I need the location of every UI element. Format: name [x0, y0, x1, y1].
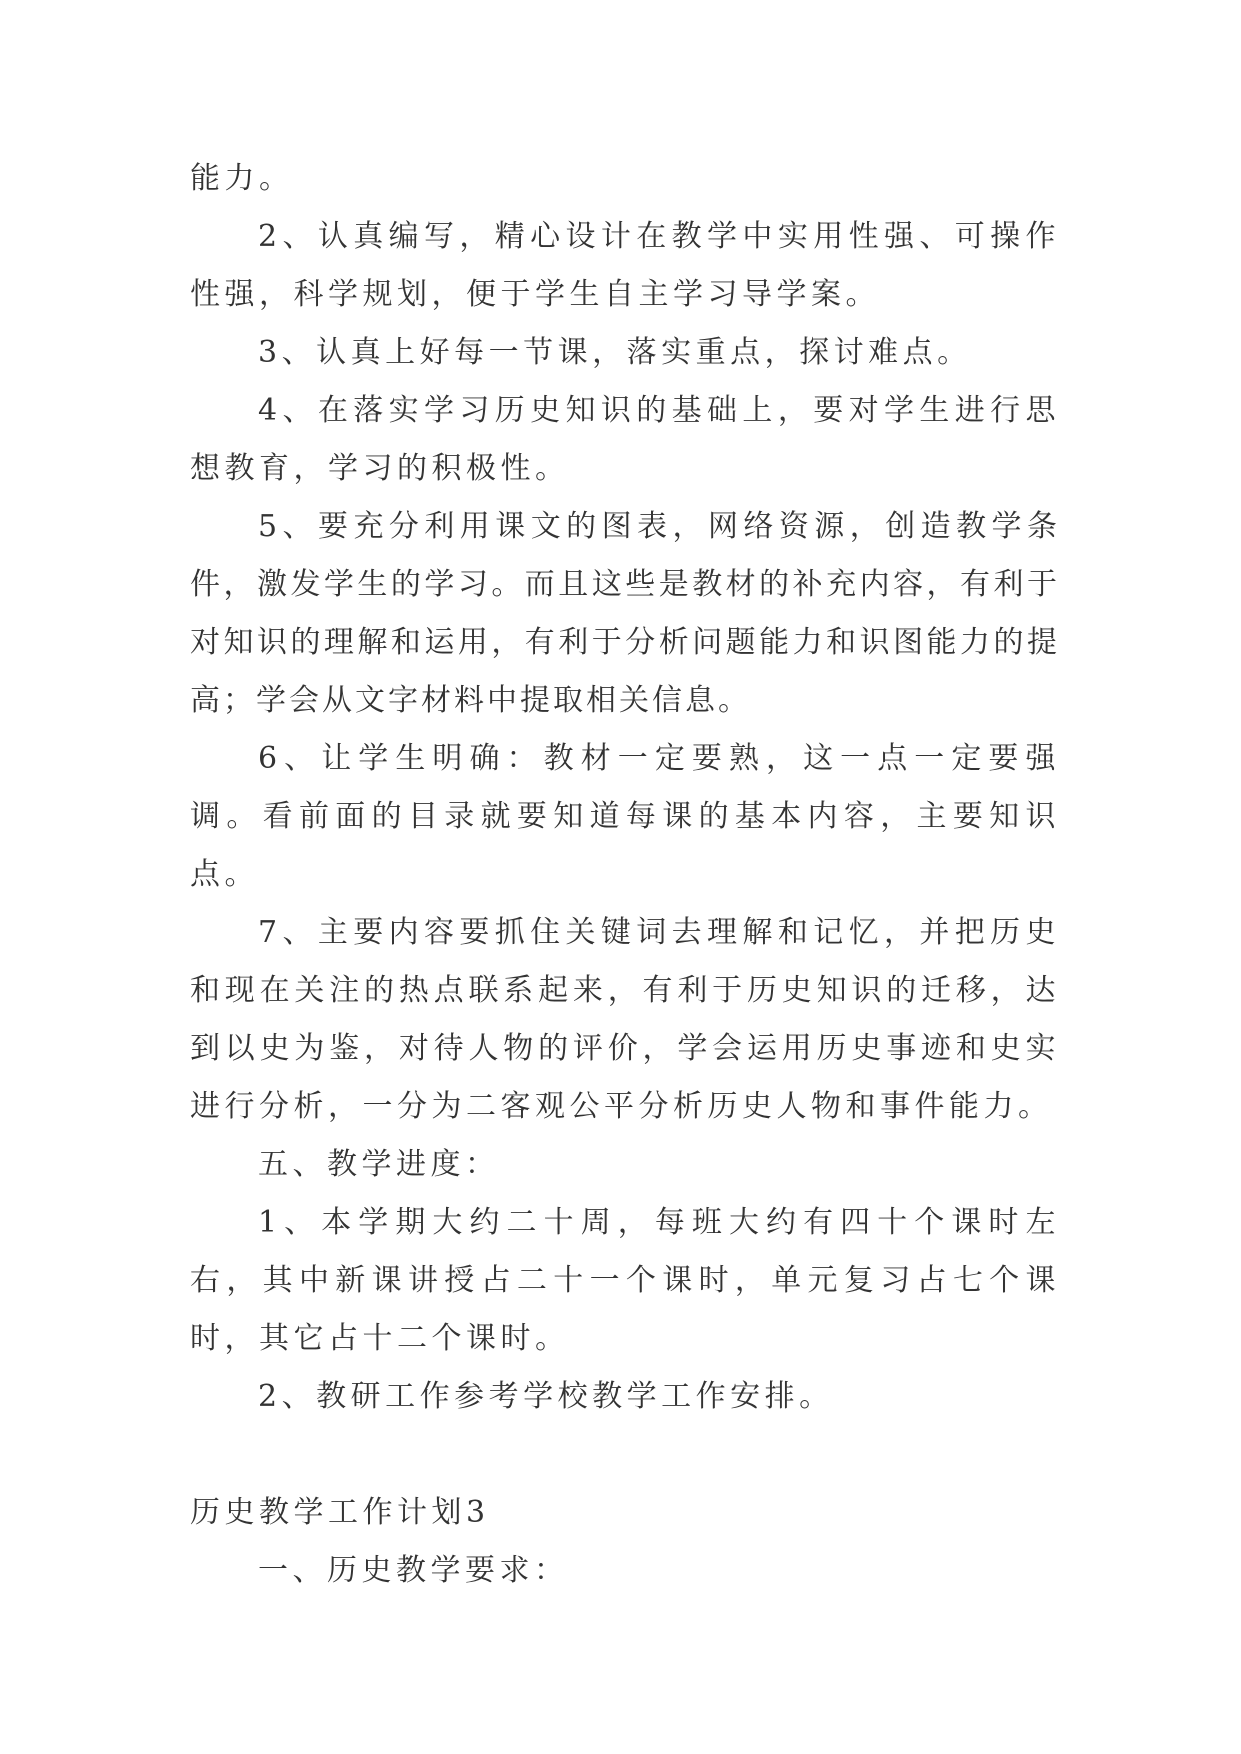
paragraph-item-2: 2、认真编写，精心设计在教学中实用性强、可操作性强，科学规划，便于学生自主学习导学案。 — [190, 219, 1060, 312]
section-heading-requirements: 一、历史教学要求： — [258, 1553, 569, 1588]
document-title-plan-3: 历史教学工作计划3 — [190, 1495, 490, 1530]
paragraph-continuation: 能力。 — [190, 161, 294, 196]
paragraph-item-6: 6、让学生明确：教材一定要熟，这一点一定要强调。看前面的目录就要知道每课的基本内容，主要知识点。 — [190, 741, 1060, 892]
section-heading-progress: 五、教学进度： — [258, 1147, 500, 1182]
paragraph-item-7: 7、主要内容要抓住关键词去理解和记忆，并把历史和现在关注的热点联系起来，有利于历史知识的迁移，达到以史为鉴，对待人物的评价，学会运用历史事迹和史实进行分析，一分为二客观公平分析历史人物和事件能力。 — [190, 915, 1060, 1124]
document-body — [190, 150, 1060, 1600]
paragraph-progress-2: 2、教研工作参考学校教学工作安排。 — [258, 1379, 834, 1414]
paragraph-item-4: 4、在落实学习历史知识的基础上，要对学生进行思想教育，学习的积极性。 — [190, 393, 1060, 486]
paragraph-progress-1: 1、本学期大约二十周，每班大约有四十个课时左右，其中新课讲授占二十一个课时，单元复习占七个课时，其它占十二个课时。 — [190, 1205, 1060, 1356]
paragraph-item-5: 5、要充分利用课文的图表，网络资源，创造教学条件，激发学生的学习。而且这些是教材的补充内容，有利于对知识的理解和运用，有利于分析问题能力和识图能力的提高；学会从文字材料中提取相关信息。 — [190, 509, 1060, 718]
paragraph-item-3: 3、认真上好每一节课，落实重点，探讨难点。 — [258, 335, 972, 370]
